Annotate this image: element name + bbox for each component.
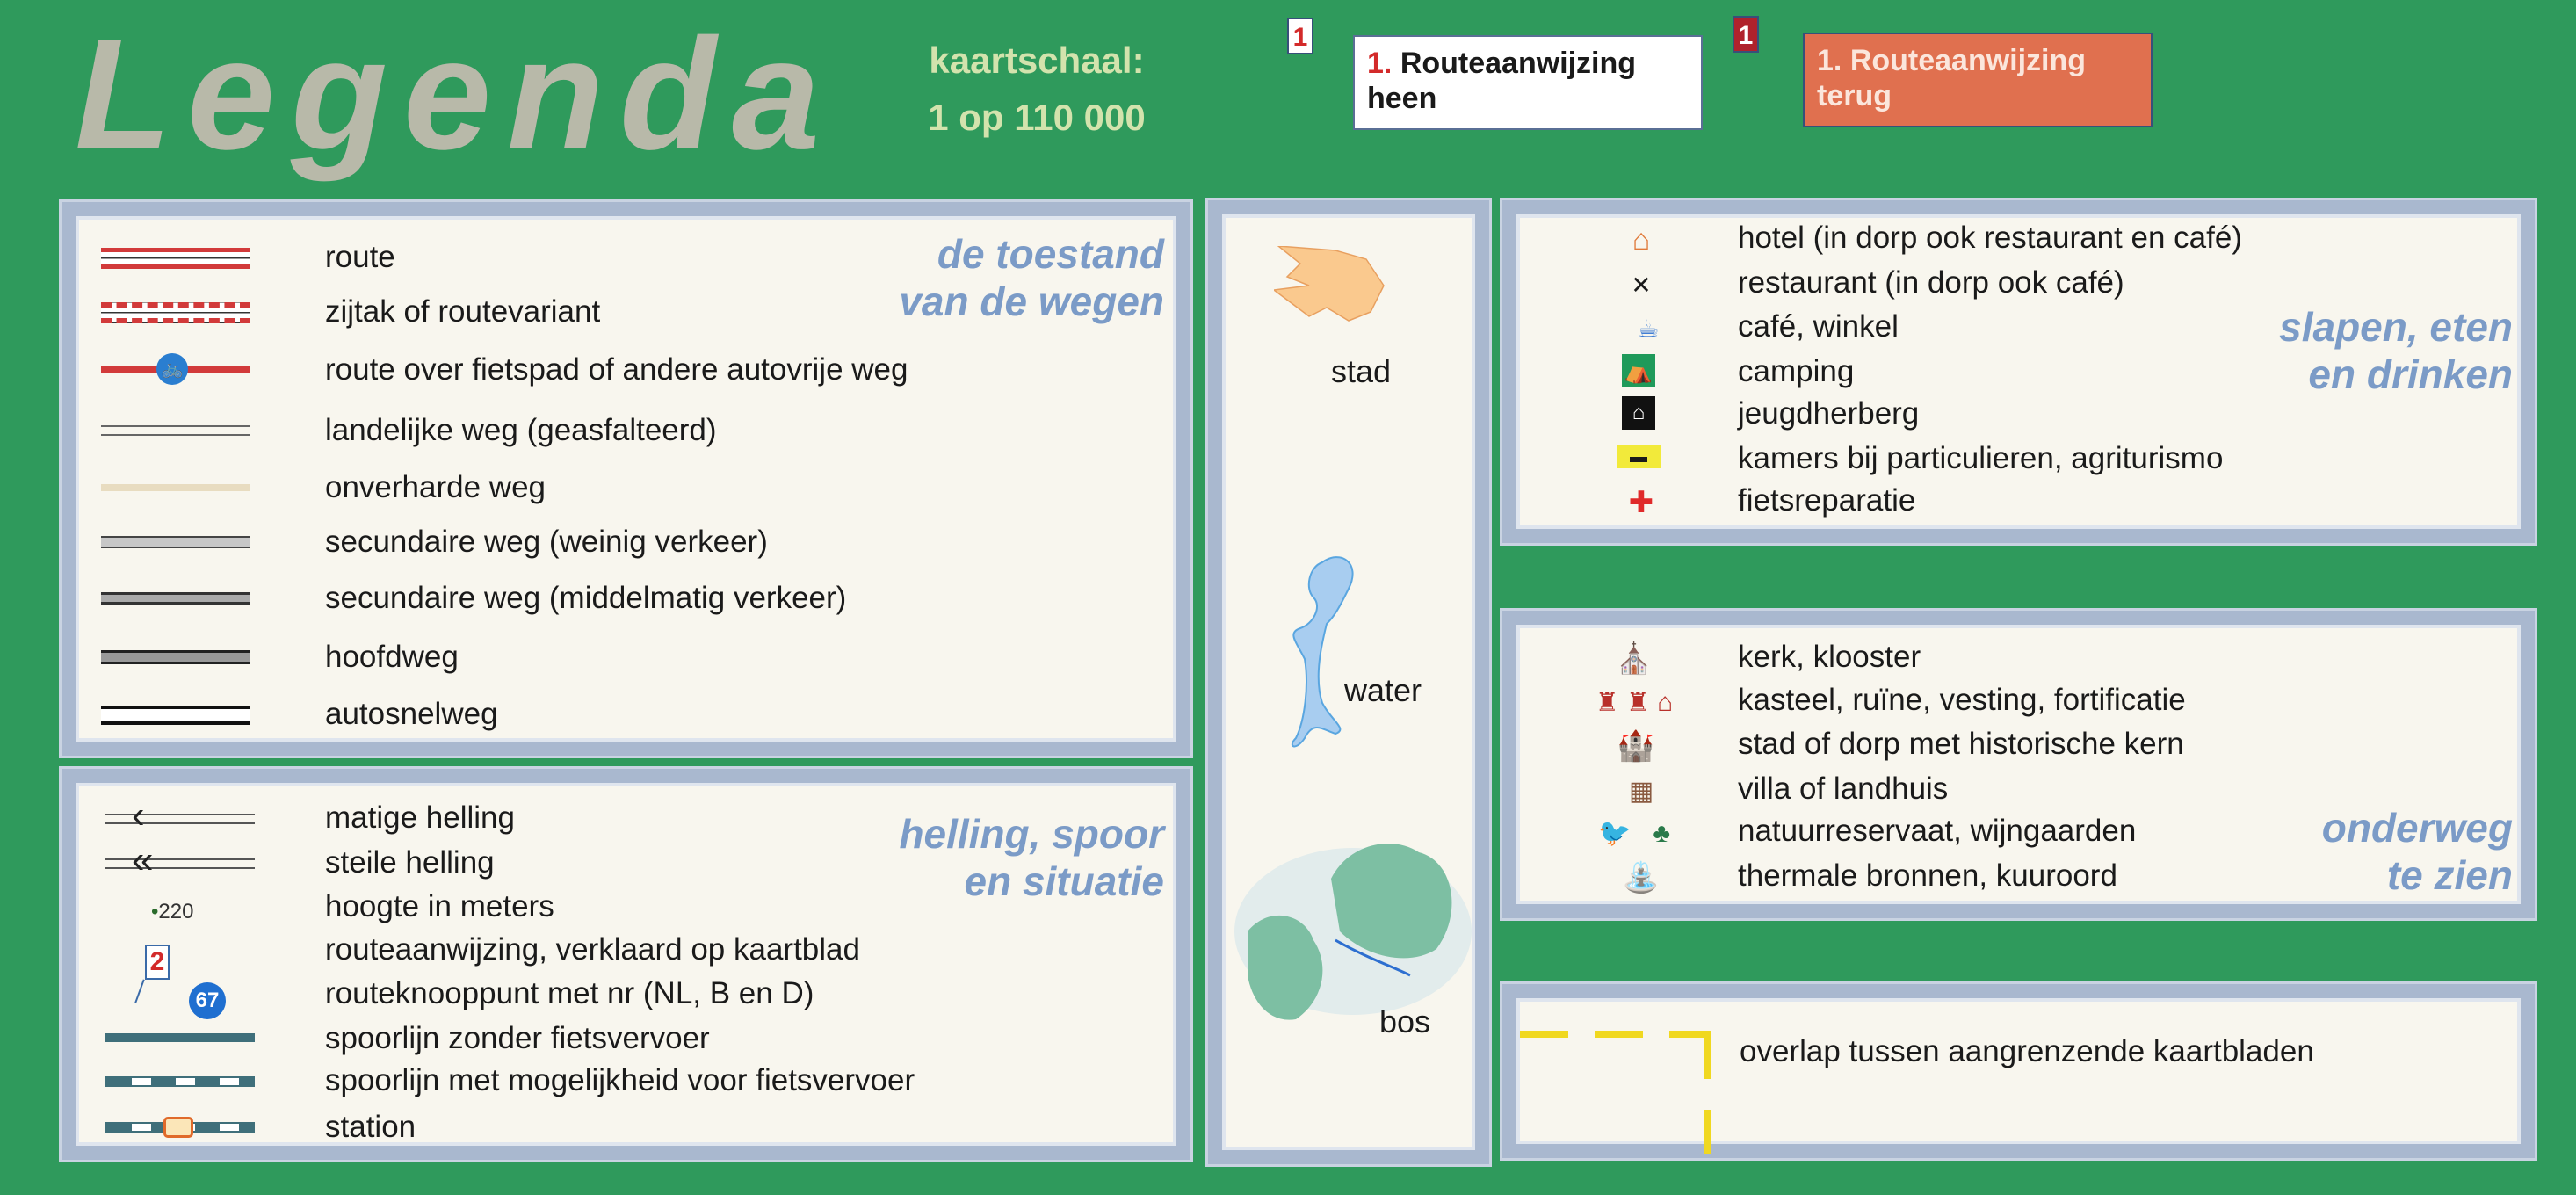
route-out-text: Routeaanwijzing heen [1367,47,1637,115]
route-back-badge: 1 [1733,16,1759,53]
route-back-text: Routeaanwijzing terug [1817,44,2087,112]
historic-town-icon: 🏰 [1617,729,1655,763]
legend-item: fietsreparatie [1738,483,1916,518]
legend-item: matige helling [325,800,515,835]
nature-vineyard-icon: 🐦 ♣ [1597,818,1671,848]
route-back-number: 1. [1817,44,1842,77]
youth-hostel-icon: ⌂ [1622,396,1655,430]
sights-heading-line2: te zien [2386,852,2513,898]
legend-item: restaurant (in dorp ook café) [1738,265,2124,300]
legend-item: café, winkel [1738,309,1899,344]
forest-area-icon [1234,835,1472,1063]
legend-item: route [325,240,395,274]
legend-item: stad of dorp met historische kern [1738,727,2184,761]
castle-ruin-fort-icon: ♜ ♜ ⌂ [1595,687,1674,717]
lodging-heading-line2: en drinken [2308,351,2513,397]
moderate-slope-symbol [105,814,255,824]
railway-bike-symbol [105,1076,255,1087]
railway-symbol [105,1033,255,1042]
thermal-spring-icon: ⛲ [1622,861,1661,894]
height-marker: •220 [151,900,194,923]
roads-heading [773,230,1164,325]
bicycle-icon: 🚲 [156,353,188,385]
hotel-icon: ⌂ [1632,222,1651,257]
legend-item: thermale bronnen, kuuroord [1738,858,2117,893]
lodging-heading-line1: slapen, eten [2279,304,2513,350]
legend-item: routeaanwijzing, verklaard op kaartblad [325,932,860,967]
legend-item: jeugdherberg [1738,396,1920,431]
legend-item: spoorlijn met mogelijkheid voor fietsvervoer [325,1063,915,1097]
bed-icon: ▬ [1617,445,1661,468]
secondary-road-medium-symbol [101,592,250,605]
slope-heading [773,810,1164,905]
route-symbol [101,248,250,269]
city-label: stad [1331,353,1392,389]
scale-value: 1 op 110 000 [928,97,1146,138]
legend-title: Legenda [75,6,836,183]
overlap-vertical-dash [1704,1031,1711,1154]
legend-item: kamers bij particulieren, agriturismo [1738,441,2224,475]
legend-item: autosnelweg [325,697,498,731]
route-node-badge: 67 [189,982,226,1019]
legend-item: kerk, klooster [1738,640,1921,674]
water-area-icon [1287,554,1366,764]
legend-item: zijtak of routevariant [325,294,601,329]
city-area-icon [1274,246,1415,325]
legend-item: onverharde weg [325,470,546,504]
roads-heading-line1: de toestand [937,231,1164,277]
legend-item: hoofdweg [325,640,459,674]
route-out-box [1353,35,1703,130]
legend-item: kasteel, ruïne, vesting, fortificatie [1738,683,2186,717]
bike-repair-icon: ✚ [1628,486,1654,519]
forest-label: bos [1379,1003,1431,1039]
legend-item: secundaire weg (weinig verkeer) [325,525,768,559]
villa-icon: ▦ [1628,776,1654,806]
route-variant-symbol [101,302,250,323]
restaurant-icon: ✕ [1631,271,1652,299]
legend-item: route over fietspad of andere autovrije weg [325,352,908,387]
height-value: 220 [158,900,194,923]
legend-item: secundaire weg (middelmatig verkeer) [325,581,847,615]
legend-item: steile helling [325,845,495,880]
legend-item: hotel (in dorp ook restaurant en café) [1738,221,2242,255]
legend-item: villa of landhuis [1738,771,1949,806]
legend-item: spoorlijn zonder fietsvervoer [325,1021,710,1055]
overlap-panel [1502,984,2535,1158]
legend-item: landelijke weg (geasfalteerd) [325,413,717,447]
rural-road-symbol [101,425,250,436]
roads-heading-line2: van de wegen [899,279,1164,324]
water-label: water [1344,672,1422,708]
slope-heading-line2: en situatie [964,858,1164,904]
route-out-number: 1. [1367,47,1393,80]
route-marker-sign: 2 [145,945,170,980]
double-chevron-left-icon: « [132,838,154,881]
camping-icon: ⛺ [1622,354,1655,387]
steep-slope-symbol [105,858,255,869]
route-back-box [1803,33,2153,127]
overlap-horizontal-dash [1520,1031,1709,1038]
route-out-badge: 1 [1287,18,1313,54]
legend-item: camping [1738,354,1855,388]
main-road-symbol [101,650,250,664]
legend-item: natuurreservaat, wijngaarden [1738,814,2137,848]
church-monastery-icon: ⛪ [1615,642,1653,676]
secondary-road-low-symbol [101,536,250,548]
motorway-symbol [101,706,250,725]
legend-item: station [325,1110,416,1144]
chevron-left-icon: ‹ [132,793,145,836]
scale-label: kaartschaal: [929,40,1145,81]
cafe-shop-icon: ☕ [1637,315,1660,343]
legend-item: hoogte in meters [325,889,554,923]
legend-item: routeknooppunt met nr (NL, B en D) [325,976,814,1010]
station-icon [163,1117,193,1138]
unpaved-road-symbol [101,484,250,491]
lodging-heading [2056,303,2513,398]
sights-heading-line1: onderweg [2321,805,2513,851]
slope-heading-line1: helling, spoor [899,811,1164,857]
overlap-text: overlap tussen aangrenzende kaartbladen [1740,1034,2314,1068]
